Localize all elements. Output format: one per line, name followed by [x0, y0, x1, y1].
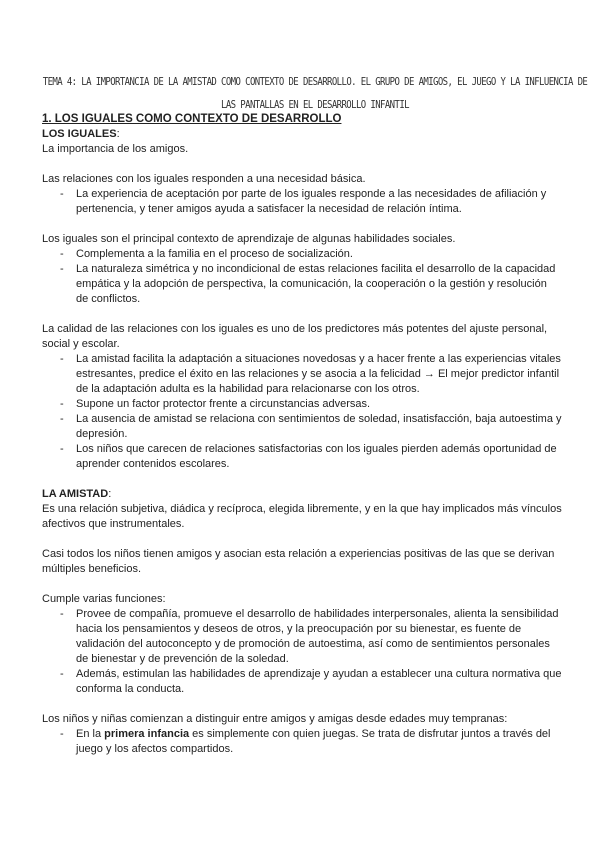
- subsection-heading-iguales: LOS IGUALES:: [42, 128, 120, 140]
- list-item: - Provee de compañía, promueve el desarrollo de habilidades interpersonales, alienta la sensibilidad hacia los pensamientos y deseos de otros, y la preocupación por su bienestar, es fuente de validación del autoconcepto y de promoción de autoestima, así como de sentimientos personales de bienestar y de prevención de la soledad.: [42, 607, 562, 667]
- paragraph: La calidad de las relaciones con los iguales es uno de los predictores más potentes del ajuste personal, social y escolar.: [42, 323, 548, 350]
- list-item: - La naturaleza simétrica y no incondicional de estas relaciones facilita el desarrollo de la capacidad empática y la adopción de perspectiva, la comunicación, la cooperación o la gestión y resolución de conflictos.: [42, 262, 562, 307]
- paragraph: Las relaciones con los iguales responden a una necesidad básica.: [42, 173, 366, 185]
- paragraph: Es una relación subjetiva, diádica y recíproca, elegida libremente, y en la que hay implicados más vínculos afectivos que instrumentales.: [42, 503, 562, 530]
- bullet-list: [42, 247, 562, 307]
- list-item: - Supone un factor protector frente a circunstancias adversas.: [42, 397, 562, 412]
- list-item: - Además, estimulan las habilidades de aprendizaje y ayudan a establecer una cultura normativa que conforma la conducta.: [42, 667, 562, 697]
- document-body: [42, 112, 562, 757]
- subsection-heading-amistad: LA AMISTAD:: [42, 488, 112, 500]
- list-item: - La experiencia de aceptación por parte de los iguales responde a las necesidades de afiliación y pertenencia, y tener amigos ayuda a satisfacer la necesidad de relación íntima.: [42, 187, 562, 217]
- bullet-list: [42, 187, 562, 217]
- list-item: - Los niños que carecen de relaciones satisfactorias con los iguales pierden además oportunidad de aprender contenidos escolares.: [42, 442, 562, 472]
- paragraph: Cumple varias funciones:: [42, 593, 166, 605]
- section-heading: 1. LOS IGUALES COMO CONTEXTO DE DESARROLLO: [42, 113, 342, 125]
- bullet-list: [42, 607, 562, 697]
- paragraph: Los niños y niñas comienzan a distinguir entre amigos y amigas desde edades muy tempranas:: [42, 713, 508, 725]
- paragraph: Casi todos los niños tienen amigos y asocian esta relación a experiencias positivas de las que se derivan múltiples beneficios.: [42, 548, 555, 575]
- bullet-list: [42, 352, 562, 472]
- list-item: - La amistad facilita la adaptación a situaciones novedosas y a hacer frente a las experiencias vitales estresantes, predice el éxito en las relaciones y se asocia a la felicidad → El mejor predictor infantil de la adaptación adulta es la habilidad para relacionarse con los otros.: [42, 352, 562, 397]
- list-item: - La ausencia de amistad se relaciona con sentimientos de soledad, insatisfacción, baja autoestima y depresión.: [42, 412, 562, 442]
- list-item: - Complementa a la familia en el proceso de socialización.: [42, 247, 562, 262]
- document-title: TEMA 4: LA IMPORTANCIA DE LA AMISTAD COMO CONTEXTO DE DESARROLLO. EL GRUPO DE AMIGOS, EL JUEGO Y LA INFLUENCIA DE LAS PANTALLAS EN EL DESARROLLO INFANTIL: [42, 76, 588, 112]
- paragraph: Los iguales son el principal contexto de aprendizaje de algunas habilidades sociales.: [42, 233, 456, 245]
- list-item: - En la primera infancia es simplemente con quien juegas. Se trata de disfrutar juntos a través del juego y los afectos compartidos.: [42, 727, 562, 757]
- paragraph: La importancia de los amigos.: [42, 143, 189, 155]
- bullet-list: [42, 727, 562, 757]
